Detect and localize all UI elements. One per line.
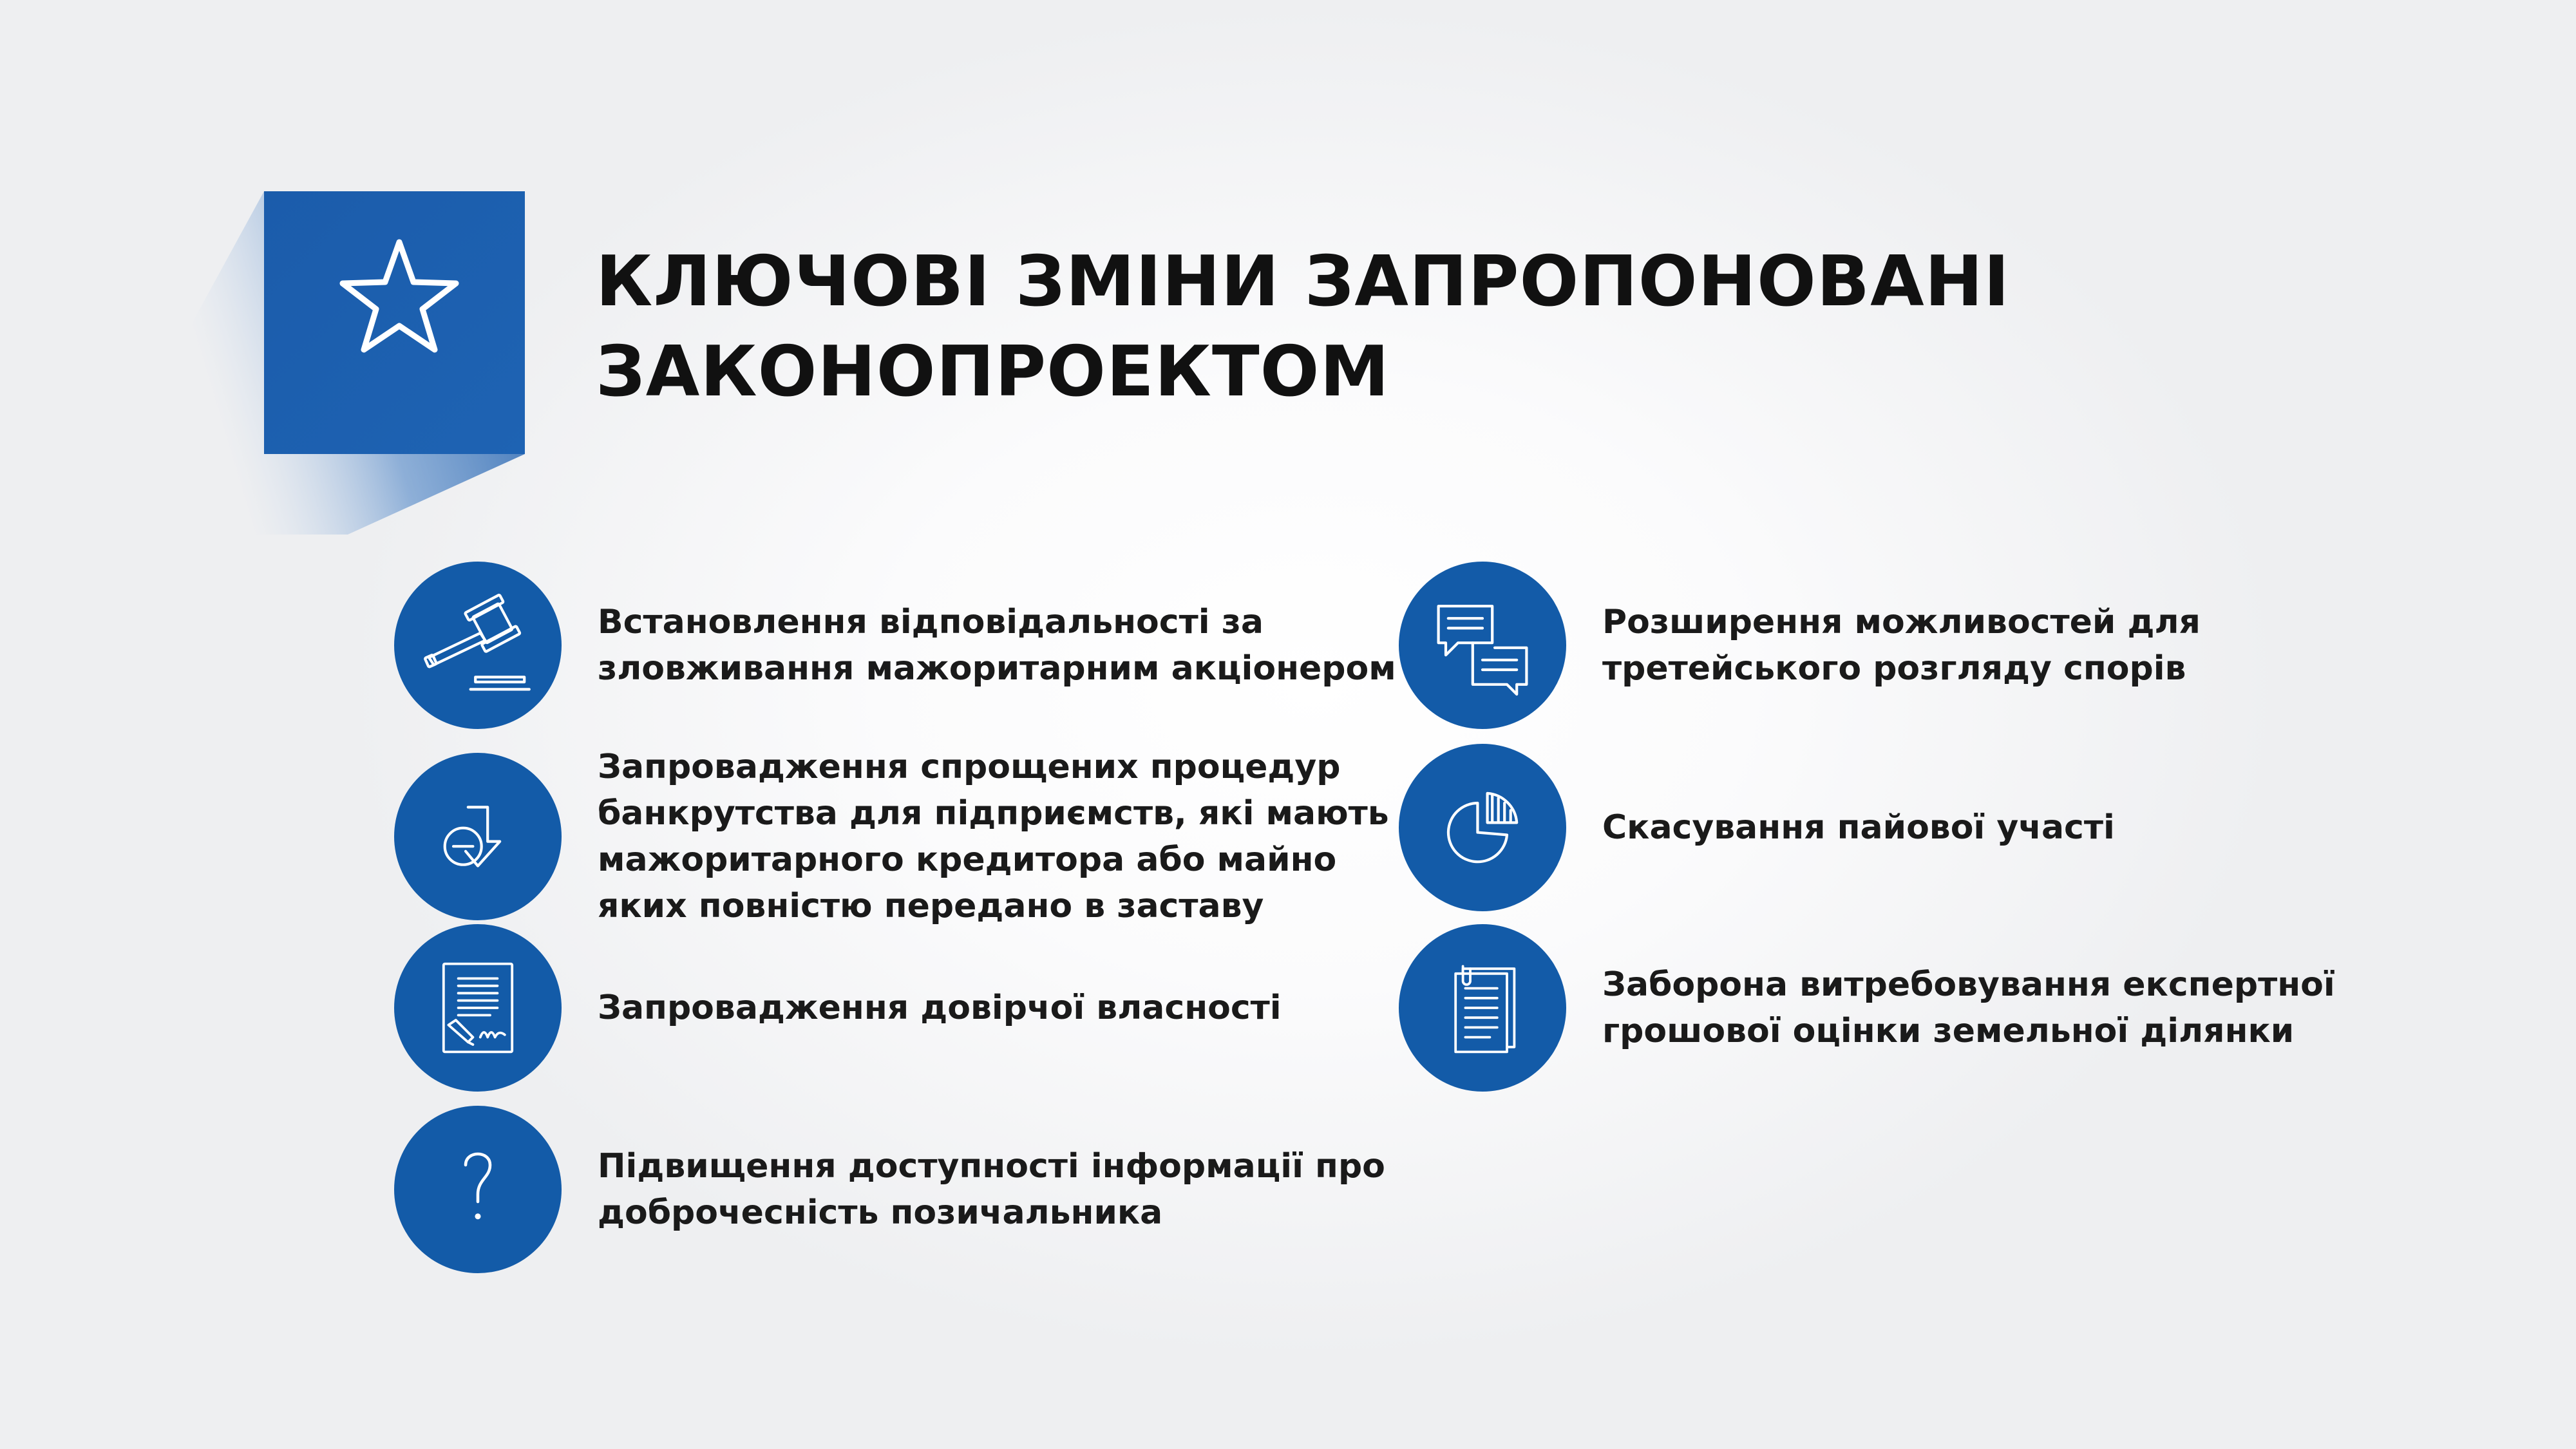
gavel-icon <box>417 584 539 706</box>
item-label: Підвищення доступності інформації про доброчесність позичальника <box>598 1147 1385 1232</box>
title-line-1: КЛЮЧОВІ ЗМІНИ ЗАПРОПОНОВАНІ <box>596 242 2011 322</box>
item-share-participation-cancel <box>1399 744 2115 911</box>
item-label: Розширення можливостей для третейського розгляду спорів <box>1602 603 2201 688</box>
item-icon-circle <box>394 562 562 729</box>
item-label: Скасування пайової участі <box>1602 808 2115 847</box>
item-simplified-bankruptcy <box>394 744 1389 929</box>
coin-minus-icon <box>417 775 539 898</box>
item-trust-ownership <box>394 924 1282 1092</box>
item-label: Запровадження спрощених процедур банкрутства для підприємств, які мають мажоритарного кредитора або майно яких повністю передано в заставу <box>598 748 1389 925</box>
title-line-2: ЗАКОНОПРОЕКТОМ <box>596 332 1390 412</box>
item-majority-shareholder-liability <box>394 562 1396 729</box>
item-icon-circle <box>394 1106 562 1273</box>
documents-icon <box>1421 947 1544 1069</box>
signed-document-icon <box>417 947 539 1069</box>
item-borrower-integrity-info <box>394 1106 1385 1273</box>
page-title <box>596 237 2010 417</box>
item-icon-circle <box>394 753 562 920</box>
item-label: Запровадження довірчої власності <box>598 989 1282 1027</box>
item-label: Встановлення відповідальності за зловживання мажоритарним акціонером <box>598 603 1396 688</box>
item-icon-circle <box>1399 924 1566 1092</box>
star-badge <box>174 190 535 538</box>
item-label: Заборона витребовування експертної грошової оцінки земельної ділянки <box>1602 965 2335 1050</box>
pie-chart-icon <box>1421 766 1544 889</box>
item-land-valuation-ban <box>1399 924 2335 1092</box>
item-icon-circle <box>1399 562 1566 729</box>
question-icon <box>417 1128 539 1251</box>
chat-bubbles-icon <box>1421 584 1544 706</box>
item-icon-circle <box>1399 744 1566 911</box>
item-arbitration-expansion <box>1399 562 2201 729</box>
item-icon-circle <box>394 924 562 1092</box>
